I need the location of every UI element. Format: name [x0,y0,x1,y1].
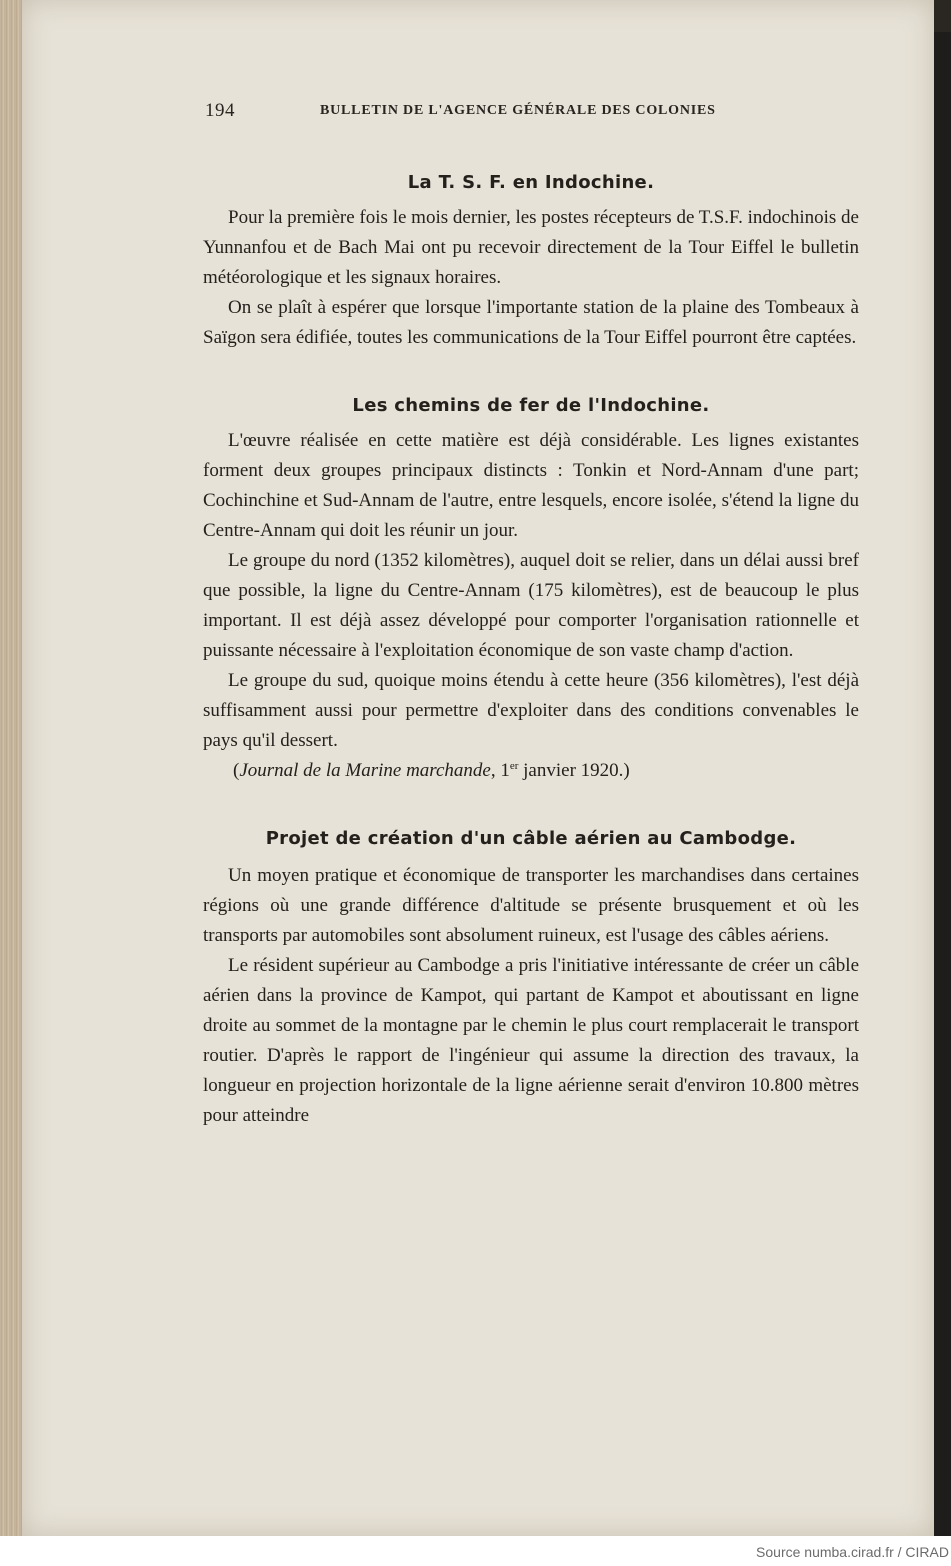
citation-day-suffix: er [509,760,519,772]
scan-background-strip-top [934,0,951,32]
paragraph: Pour la première fois le mois dernier, les postes récepteurs de T.S.F. indochinois de Yunnanfou et de Bach Mai ont pu recevoir directement de la Tour Eiffel le bulletin météorologique et les signaux horaires. [203,207,859,288]
section-cable-aerien [203,828,859,1131]
section-chemins-de-fer [203,395,859,786]
page-content [203,168,859,1131]
paragraph: Le résident supérieur au Cambodge a pris l'initiative intéressante de créer un câble aérien dans la province de Kampot, qui partant de Kampot et aboutissant en ligne droite au sommet de la montagne par le chemin le plus court remplacerait le transport routier. D'après le rapport de l'ingénieur qui assume la direction des travaux, la longueur en projection horizontale de la ligne aérienne serait d'environ 10.800 mètres pour atteindre [203,955,859,1126]
paragraph: Le groupe du sud, quoique moins étendu à cette heure (356 kilomètres), l'est déjà suffisamment aussi pour permettre d'exploiter dans des conditions convenables le pays qu'il dessert. [203,670,859,751]
paragraph: Le groupe du nord (1352 kilomètres), auquel doit se relier, dans un délai aussi bref que possible, la ligne du Centre-Annam (175 kilomètres), est de beaucoup le plus important. Il est déjà assez développé pour comporter l'organisation rationnelle et puissante nécessaire à l'exploitation économique de son vaste champ d'action. [203,550,859,661]
paragraph: On se plaît à espérer que lorsque l'importante station de la plaine des Tombeaux à Saïgon sera édifiée, toutes les communications de la Tour Eiffel pourront être captées. [203,297,859,348]
citation-journal: Journal de la Marine marchande [239,760,491,781]
citation-date: janvier 1920.) [518,760,630,781]
section-title: La T. S. F. en Indochine. [407,172,655,193]
paragraph: L'œuvre réalisée en cette matière est déjà considérable. Les lignes existantes forment deux groupes principaux distincts : Tonkin et Nord-Annam d'une part; Cochinchine et Sud-Annam de l'autre, entre lesquels, encore isolée, s'étend la ligne du Centre-Annam qui doit les réunir un jour. [203,430,859,541]
section-title: Les chemins de fer de l'Indochine. [352,395,710,416]
paragraph: Un moyen pratique et économique de transporter les marchandises dans certaines régions où une grande différence d'altitude se présente brusquement et où les transports par automobiles sont absolument ruineux, est l'usage des câbles aériens. [203,865,859,946]
citation-comma: , [490,760,501,781]
citation-day: 1 [500,760,510,781]
citation [203,756,859,786]
page-stack-edge [0,0,22,1536]
section-tsf [203,172,859,353]
running-head [205,100,865,124]
section-title: Projet de création d'un câble aérien au Cambodge. [265,828,797,849]
source-credit: Source numba.cirad.fr / CIRAD [756,1544,949,1560]
scan-background-strip [934,0,951,1536]
page-number: 194 [205,100,235,121]
bulletin-title: BULLETIN DE L'AGENCE GÉNÉRALE DES COLONIES [320,103,716,118]
citation-open: ( [233,760,240,781]
